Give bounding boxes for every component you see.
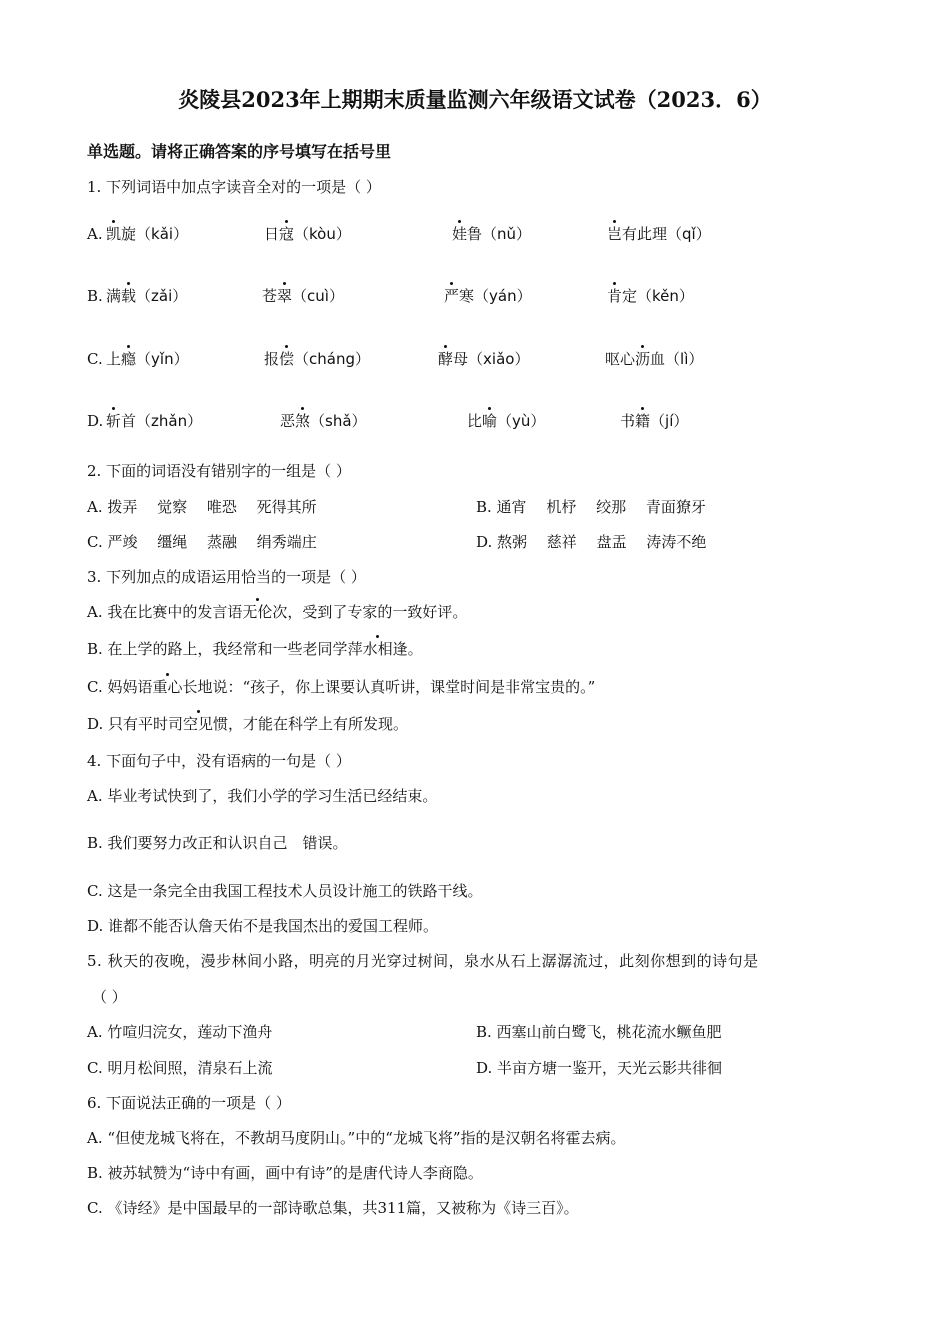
q6-option-b: B. 被苏轼赞为“诗中有画，画中有诗”的是唐代诗人李商隐。 (87, 1164, 483, 1182)
q3-option-d: D. 只有平时司空见惯，才能在科学上有所发现。 (87, 715, 409, 733)
q1-option-c-item-2: 报偿（cháng） (264, 350, 371, 368)
q1-option-b-item-1: 满载（zǎi） (106, 287, 188, 305)
q1-option-d-label: D. (87, 412, 104, 430)
q1-option-a-item-4: 岂有此理（qǐ） (607, 225, 711, 243)
q1-option-a-item-1: 凯旋（kǎi） (106, 225, 189, 243)
q6-stem: 6. 下面说法正确的一项是（ ） (87, 1094, 291, 1112)
q2-stem: 2. 下面的词语没有错别字的一组是（ ） (87, 462, 351, 480)
q5-option-c: C. 明月松间照，清泉石上流 (87, 1059, 273, 1077)
q1-option-c-item-1: 上瘾（yǐn） (106, 350, 189, 368)
q6-option-c: C. 《诗经》是中国最早的一部诗歌总集，共311篇，又被称为《诗三百》。 (87, 1199, 579, 1217)
q1-option-b-label: B. (87, 287, 103, 305)
q1-option-a-label: A. (87, 225, 103, 243)
section-heading: 单选题。请将正确答案的序号填写在括号里 (87, 142, 392, 161)
q2-option-d: D. 熬粥 慈祥 盘盂 涛涛不绝 (476, 533, 707, 551)
q4-stem: 4. 下面句子中，没有语病的一句是（ ） (87, 752, 351, 770)
q3-option-a: A. 我在比赛中的发言语无伦次，受到了专家的一致好评。 (87, 603, 468, 621)
q5-stem: 5. 秋天的夜晚，漫步林间小路，明亮的月光穿过树间，泉水从石上潺潺流过，此刻你想到的诗句是 (87, 952, 759, 970)
q4-option-a: A. 毕业考试快到了，我们小学的学习生活已经结束。 (87, 787, 438, 805)
q1-option-a-item-2: 日寇（kòu） (264, 225, 351, 243)
q2-option-a: A. 拨弄 觉察 唯恐 死得其所 (87, 498, 317, 516)
q5-option-d: D. 半亩方塘一鉴开，天光云影共徘徊 (476, 1059, 723, 1077)
q2-option-b: B. 通宵 机杼 绞那 青面獠牙 (476, 498, 706, 516)
q1-option-c-label: C. (87, 350, 103, 368)
q4-option-c: C. 这是一条完全由我国工程技术人员设计施工的铁路干线。 (87, 882, 483, 900)
q1-option-d-item-4: 书籍（jí） (620, 412, 689, 430)
q3-option-b: B. 在上学的路上，我经常和一些老同学萍水相逢。 (87, 640, 423, 658)
q1-option-b-item-2: 苍翠（cuì） (262, 287, 344, 305)
q4-option-b: B. 我们要努力改正和认识自己 错误。 (87, 834, 348, 852)
q1-option-c-item-3: 酵母（xiǎo） (438, 350, 530, 368)
q5-option-b: B. 西塞山前白鹭飞，桃花流水鳜鱼肥 (476, 1023, 722, 1041)
q5-answer-paren: （ ） (92, 988, 127, 1006)
q6-option-a: A. “但使龙城飞将在，不教胡马度阴山。”中的“龙城飞将”指的是汉朝名将霍去病。 (87, 1129, 626, 1147)
q1-option-c-item-4: 呕心沥血（lì） (605, 350, 704, 368)
q1-option-d-item-2: 恶煞（shǎ） (280, 412, 367, 430)
q5-option-a: A. 竹喧归浣女，莲动下渔舟 (87, 1023, 273, 1041)
q1-option-d-item-3: 比喻（yù） (467, 412, 546, 430)
q1-stem: 1. 下列词语中加点字读音全对的一项是（ ） (87, 178, 381, 196)
q1-option-a-item-3: 娃鲁（nǔ） (452, 225, 532, 243)
q2-option-c: C. 严竣 缰绳 蒸融 绢秀端庄 (87, 533, 317, 551)
q3-stem: 3. 下列加点的成语运用恰当的一项是（ ） (87, 568, 366, 586)
q1-option-b-item-3: 严寒（yán） (444, 287, 532, 305)
q3-option-c: C. 妈妈语重心长地说：“孩子，你上课要认真听讲，课堂时间是非常宝贵的。” (87, 678, 596, 696)
q1-option-b-item-4: 肯定（kěn） (607, 287, 694, 305)
page-title: 炎陵县2023年上期期末质量监测六年级语文试卷（2023．6） (178, 87, 772, 112)
q4-option-d: D. 谁都不能否认詹天佑不是我国杰出的爱国工程师。 (87, 917, 439, 935)
q1-option-d-item-1: 斩首（zhǎn） (106, 412, 203, 430)
